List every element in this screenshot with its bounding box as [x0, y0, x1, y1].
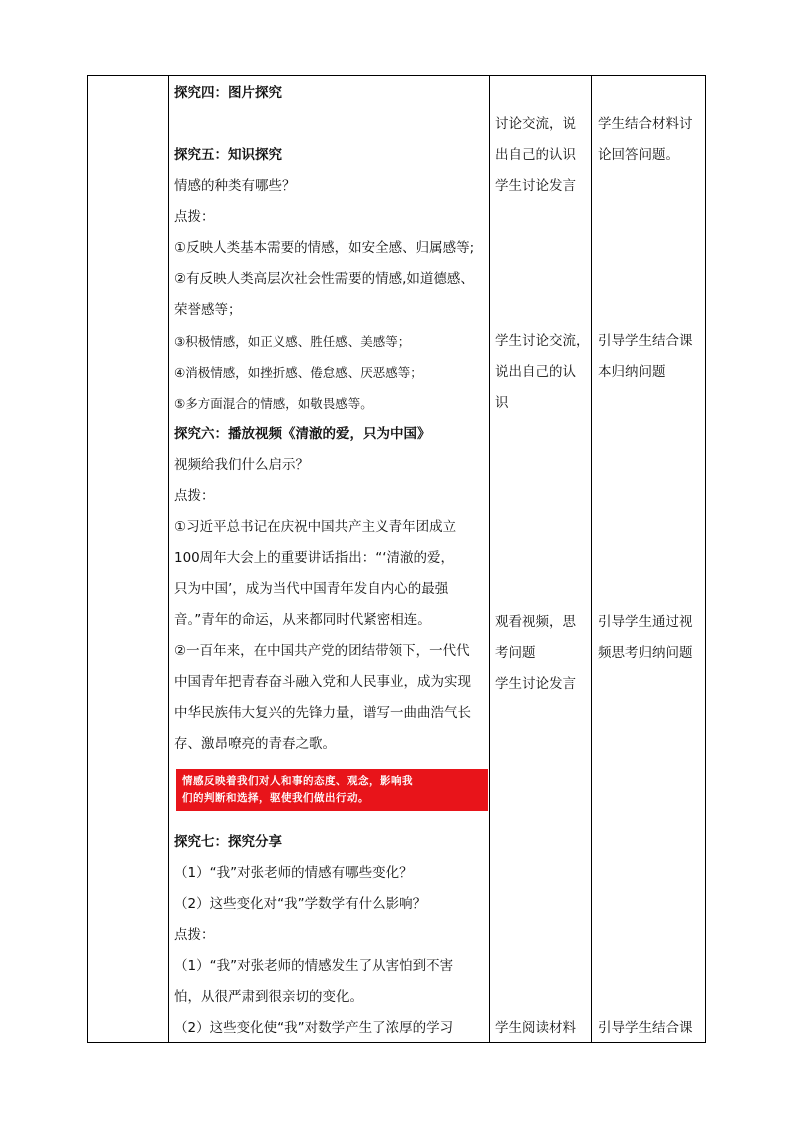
intent-line: 学生结合材料讨: [598, 116, 693, 132]
design-intent-block: [598, 326, 704, 388]
student-activity-block: [495, 326, 590, 419]
spacer: [174, 109, 490, 140]
list-item: ④消极情感，如挫折感、倦怠感、厌恶感等；: [174, 365, 423, 380]
question-text: 情感的种类有哪些？: [174, 178, 296, 194]
activity-line: 学生讨论发言: [495, 178, 576, 194]
intent-line: 引导学生结合课: [598, 333, 693, 349]
paragraph-line: ②一百年来，在中国共产党的团结带领下，一代代: [174, 643, 470, 659]
section-title: 探究六：播放视频《清澈的爱，只为中国》: [174, 426, 431, 442]
column-divider: [591, 76, 592, 1042]
lesson-table: [87, 75, 706, 1043]
section-title: 探究五：知识探究: [174, 147, 282, 163]
paragraph-line: 100周年大会上的重要讲话指出：“‘清澈的爱，: [174, 550, 455, 566]
section-title: 探究四：图片探究: [174, 85, 282, 101]
activity-line: 考问题: [495, 645, 536, 661]
intent-line: 引导学生通过视: [598, 614, 693, 630]
callout-line: 情感反映着我们对人和事的态度、观念，影响我: [182, 775, 413, 787]
question-text: 视频给我们什么启示？: [174, 457, 309, 473]
activity-line: 说出自己的认: [495, 364, 576, 380]
paragraph-line: （2）这些变化使“我”对数学产生了浓厚的学习: [174, 1020, 454, 1036]
paragraph-line: 只为中国’，成为当代中国青年发自内心的最强: [174, 581, 449, 597]
highlight-callout: [176, 769, 488, 811]
paragraph-line: 音。”青年的命运，从来都同时代紧密相连。: [174, 612, 431, 628]
intent-line: 频思考归纳问题: [598, 645, 693, 661]
paragraph-line: 存、激昂嘹亮的青春之歌。: [174, 736, 336, 752]
hint-label: 点拨：: [174, 927, 215, 943]
intent-line: 论回答问题。: [598, 147, 679, 163]
teaching-content-column-lower: [174, 827, 490, 1044]
activity-line: 学生讨论交流，: [495, 333, 590, 349]
design-intent-block: [598, 607, 704, 669]
section-title: 探究七：探究分享: [174, 834, 282, 850]
activity-line: 出自己的认识: [495, 147, 576, 163]
paragraph-line: 中华民族伟大复兴的先锋力量，谱写一曲曲浩气长: [174, 705, 471, 721]
design-intent-block: [598, 1013, 704, 1044]
list-item: ②有反映人类高层次社会性需要的情感,如道德感、: [174, 271, 474, 287]
paragraph-line: （1）“我”对张老师的情感发生了从害怕到不害: [174, 958, 454, 974]
list-item: 荣誉感等；: [174, 302, 242, 318]
activity-line: 学生讨论发言: [495, 676, 576, 692]
paragraph-line: 中国青年把青春奋斗融入党和人民事业，成为实现: [174, 674, 471, 690]
list-item: ⑤多方面混合的情感，如敬畏感等。: [174, 396, 373, 411]
callout-line: 们的判断和选择，驱使我们做出行动。: [182, 792, 369, 804]
student-activity-block: [495, 1013, 590, 1044]
activity-line: 观看视频，思: [495, 614, 576, 630]
question-text: （2）这些变化对“我”学数学有什么影响？: [174, 896, 427, 912]
activity-line: 学生阅读材料: [495, 1020, 576, 1036]
activity-line: 讨论交流，说: [495, 116, 576, 132]
activity-line: 识: [495, 395, 509, 411]
design-intent-block: [598, 109, 704, 171]
hint-label: 点拨：: [174, 488, 215, 504]
student-activity-block: [495, 109, 590, 202]
paragraph-line: 怕，从很严肃到很亲切的变化。: [174, 989, 363, 1005]
list-item: ③积极情感，如正义感、胜任感、美感等；: [174, 334, 411, 349]
column-divider: [168, 76, 169, 1042]
paragraph-line: ①习近平总书记在庆祝中国共产主义青年团成立: [174, 519, 457, 535]
question-text: （1）“我”对张老师的情感有哪些变化？: [174, 865, 413, 881]
student-activity-block: [495, 607, 590, 700]
hint-label: 点拨：: [174, 209, 215, 225]
teaching-content-column: [174, 78, 490, 760]
list-item: ①反映人类基本需要的情感，如安全感、归属感等;: [174, 240, 475, 256]
intent-line: 本归纳问题: [598, 364, 666, 380]
intent-line: 引导学生结合课: [598, 1020, 693, 1036]
